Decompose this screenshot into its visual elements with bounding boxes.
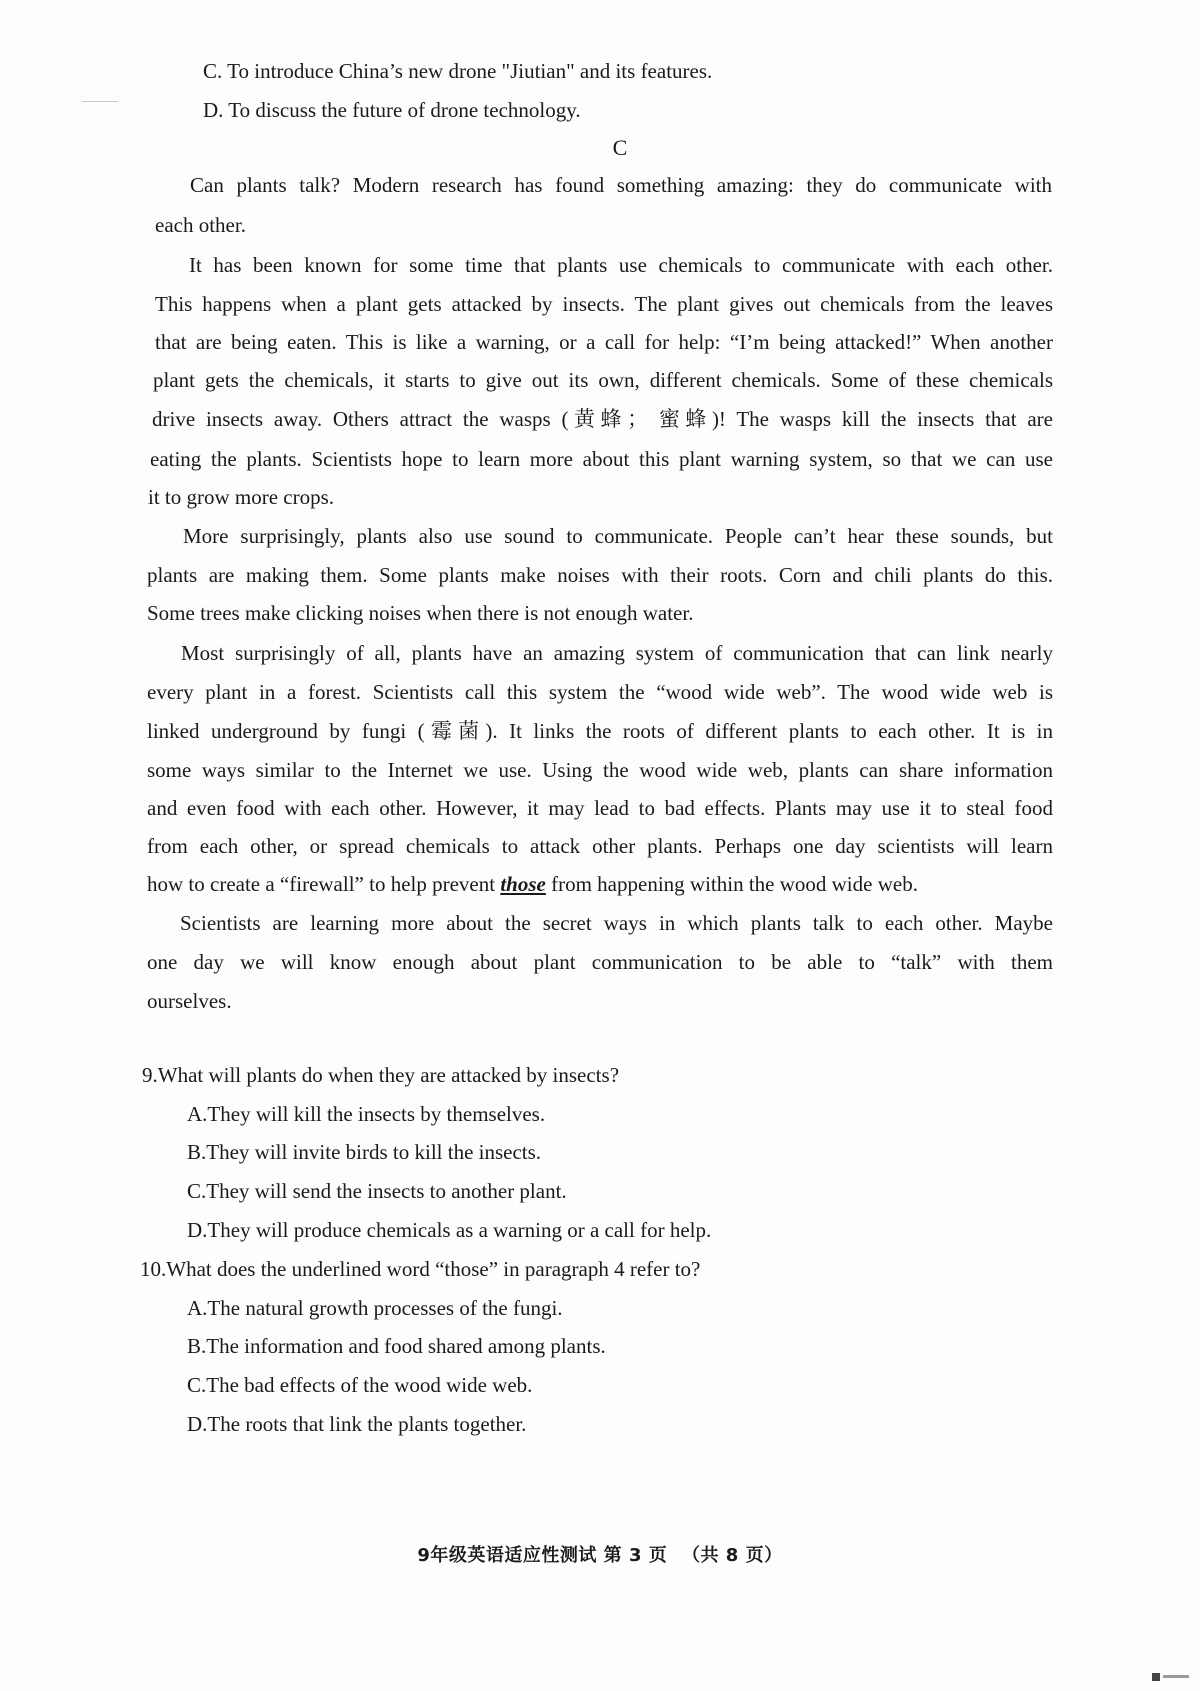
passage-p4-line5: and even food with each other. However, it may lead to bad effects. Plants may use it to steal food [147, 796, 1053, 820]
question-9-option-c: C.They will send the insects to another plant. [187, 1179, 567, 1203]
passage-p4-line1: Most surprisingly of all, plants have an amazing system of communication that can link nearly [181, 641, 1053, 665]
question-10-option-c: C.The bad effects of the wood wide web. [187, 1373, 533, 1397]
passage-p4-line3: linked underground by fungi (霉菌). It links the roots of different plants to each other. It is in [147, 719, 1053, 743]
option-c-previous: C. To introduce China’s new drone "Jiutian" and its features. [203, 59, 713, 83]
watermark-text-mark [1163, 1675, 1189, 1678]
passage-p1-line2: each other. [155, 213, 246, 237]
question-10-stem: 10.What does the underlined word “those” in paragraph 4 refer to? [140, 1257, 701, 1281]
passage-p3-line1: More surprisingly, plants also use sound to communicate. People can’t hear these sounds, but [183, 524, 1053, 548]
passage-p5-line1: Scientists are learning more about the secret ways in which plants talk to each other. Maybe [180, 911, 1053, 935]
question-9-option-d: D.They will produce chemicals as a warning or a call for help. [187, 1218, 712, 1242]
passage-p4-line4: some ways similar to the Internet we use. Using the wood wide web, plants can share information [147, 758, 1053, 782]
passage-p4-line7-after: from happening within the wood wide web. [545, 872, 918, 896]
option-d-previous: D. To discuss the future of drone technology. [203, 98, 581, 122]
passage-p2-line3: that are being eaten. This is like a warning, or a call for help: “I’m being attacked!” When another [155, 330, 1053, 354]
passage-p3-line2: plants are making them. Some plants make noises with their roots. Corn and chili plants do this. [147, 563, 1053, 587]
passage-p2-line1: It has been known for some time that plants use chemicals to communicate with each other. [189, 253, 1053, 277]
passage-p4-line7 [147, 871, 918, 897]
passage-p2-line2: This happens when a plant gets attacked by insects. The plant gives out chemicals from the leaves [155, 292, 1053, 316]
question-9-option-b: B.They will invite birds to kill the insects. [187, 1140, 542, 1164]
question-9-option-a: A.They will kill the insects by themselves. [187, 1102, 546, 1126]
passage-p2-line6: eating the plants. Scientists hope to learn more about this plant warning system, so that we can use [150, 447, 1053, 471]
question-10-option-d: D.The roots that link the plants together. [187, 1412, 527, 1436]
question-10-option-a: A.The natural growth processes of the fungi. [187, 1296, 563, 1320]
passage-p5-line3: ourselves. [147, 989, 232, 1013]
qr-icon [1152, 1673, 1160, 1681]
scan-mark [82, 101, 118, 102]
section-letter: C [612, 135, 628, 160]
corner-watermark [1152, 1673, 1192, 1681]
footer-total-pages: （共 8 页） [682, 1545, 783, 1566]
passage-p4-line7-before: how to create a “firewall” to help prevent [147, 872, 501, 896]
passage-p5-line2: one day we will know enough about plant communication to be able to “talk” with them [147, 950, 1053, 974]
page-footer [0, 1541, 1200, 1567]
passage-p3-line3: Some trees make clicking noises when there is not enough water. [147, 601, 694, 625]
passage-p2-line4: plant gets the chemicals, it starts to give out its own, different chemicals. Some of these chemicals [153, 368, 1053, 392]
passage-p4-line6: from each other, or spread chemicals to attack other plants. Perhaps one day scientists will learn [147, 834, 1053, 858]
underlined-word-those: those [500, 872, 546, 896]
footer-page-number: 9年级英语适应性测试 第 3 页 [417, 1545, 668, 1566]
question-10-option-b: B.The information and food shared among plants. [187, 1334, 606, 1358]
passage-p2-line5: drive insects away. Others attract the wasps (黄蜂； 蜜蜂)! The wasps kill the insects that are [152, 407, 1053, 431]
question-9-stem: 9.What will plants do when they are attacked by insects? [142, 1063, 620, 1087]
passage-p2-line7: it to grow more crops. [148, 485, 335, 509]
passage-p4-line2: every plant in a forest. Scientists call this system the “wood wide web”. The wood wide web is [147, 680, 1053, 704]
passage-p1-line1: Can plants talk? Modern research has found something amazing: they do communicate with [190, 173, 1052, 197]
